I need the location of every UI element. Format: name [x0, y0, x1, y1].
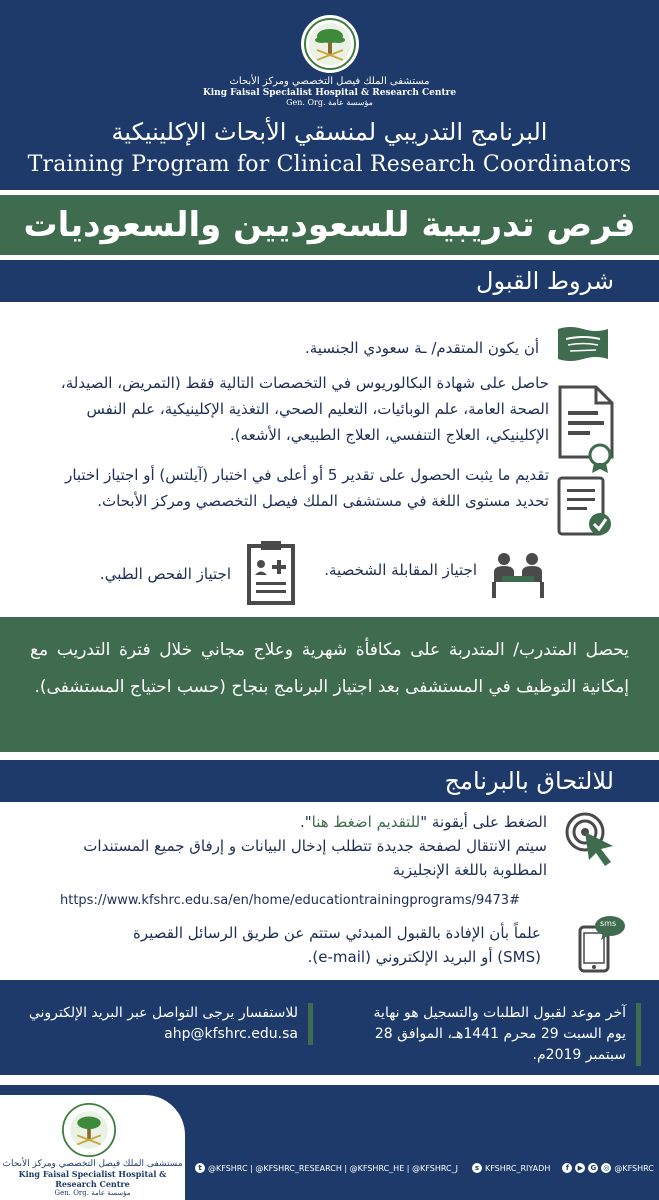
join-instructions: [47, 810, 547, 882]
footer-info: [0, 980, 659, 1075]
join-heading-bar: [0, 760, 659, 802]
deadline-text: آخر موعد لقبول الطلبات والتسجيل هو نهاية يوم السبت 29 محرم 1441هـ، الموافق 28 سبتمبر 2019م.: [373, 1005, 626, 1063]
bottom-org-type: Gen. Org. مؤسسة عامة: [54, 1189, 131, 1197]
click-suffix: ".: [299, 813, 312, 831]
bottom-org-name-arabic: مستشفى الملك فيصل التخصصي ومركز الأبحاث: [2, 1159, 183, 1169]
certificate-icon: [556, 385, 616, 479]
org-name-english: King Faisal Specialist Hospital & Research Centre: [202, 88, 457, 98]
snapchat-icon[interactable]: s: [472, 1163, 482, 1173]
click-cursor-icon: [565, 812, 623, 874]
condition-degree: حاصل على شهادة البكالوريوس في التخصصات التالية فقط (التمريض، الصيدلة، الصحة العامة، علم الوبائيات، التعليم الصحي، التغذية الإكلينيكية، علم النفس الإكلينيكي، العلاج التنفسي، العلاج الطبيعي، الأشعه).: [60, 374, 549, 444]
click-instruction: [47, 810, 547, 834]
opportunity-banner: [0, 195, 659, 255]
header: [0, 0, 659, 190]
sms-note: علماً بأن الإفادة بالقبول المبدئي ستتم عن طريق الرسائل القصيرة (SMS) أو البريد الإلكتروني (e-mail).: [133, 924, 541, 966]
interview-icon: [488, 550, 548, 604]
instagram-icon[interactable]: ◎: [603, 1164, 610, 1172]
contact-email[interactable]: ahp@kfshrc.edu.sa: [164, 1026, 298, 1042]
twitter-icon[interactable]: t: [195, 1163, 205, 1173]
condition-nationality: أن يكون المتقدم/ ـة سعودي الجنسية.: [304, 339, 539, 357]
hospital-logo-icon: [300, 14, 360, 74]
click-prefix: الضغط على أيقونة ": [420, 813, 547, 831]
checklist-icon: [556, 475, 616, 544]
join-heading: للالتحاق بالبرنامج: [444, 767, 614, 795]
org-type: Gen. Org. مؤسسة عامة: [286, 98, 373, 107]
condition-medical: اجتياز الفحص الطبي.: [99, 565, 231, 583]
bottom-org-name-english: King Faisal Specialist Hospital & Research Centre: [18, 1169, 167, 1189]
page-title-arabic: البرنامج التدريبي لمنسقي الأبحاث الإكلينيكية: [111, 118, 548, 146]
condition-english-test: تقديم ما يثبت الحصول على تقدير 5 أو أعلى في اختبار (آيلتس) أو اجتياز اختبار تحديد مستوى اللغة في مستشفى الملك فيصل التخصصي ومركز الأبحاث.: [65, 466, 549, 510]
sms-phone-icon: [577, 915, 627, 977]
contact-label: للاستفسار يرجى التواصل عبر البريد الإلكتروني: [28, 1005, 298, 1021]
sms-label: sms: [600, 919, 617, 928]
bottom-logo-panel: [0, 1095, 185, 1200]
page-title-english: Training Program for Clinical Research Coordinators: [27, 152, 632, 177]
conditions-heading-bar: [0, 260, 659, 302]
benefit-panel: [0, 617, 659, 752]
twitter-handles[interactable]: @KFSHRC | @KFSHRC_RESEARCH | @KFSHRC_HE | @KFSHRC_J: [208, 1163, 458, 1173]
google-plus-icon[interactable]: G: [588, 1163, 598, 1173]
facebook-icon[interactable]: f: [562, 1163, 572, 1173]
organization-name: [0, 76, 659, 107]
snapchat-handle[interactable]: KFSHRC_RIYADH: [484, 1163, 551, 1173]
bottom-organization-name: [0, 1159, 185, 1197]
youtube-icon[interactable]: ▶: [575, 1163, 585, 1173]
banner-text: فرص تدريبية للسعوديين والسعوديات: [23, 205, 636, 245]
contact-box: [23, 1003, 313, 1045]
medical-report-icon: [246, 540, 296, 610]
saudi-flag-icon: [556, 325, 610, 367]
apply-link[interactable]: للتقديم اضغط هنا: [311, 813, 421, 831]
conditions-heading: شروط القبول: [476, 267, 614, 295]
org-name-arabic: مستشفى الملك فيصل التخصصي ومركز الأبحاث: [229, 76, 430, 87]
application-url[interactable]: https://www.kfshrc.edu.sa/en/home/educationtrainingprograms/9473#: [60, 893, 520, 908]
benefit-text: يحصل المتدرب/ المتدربة على مكافأة شهرية وعلاج مجاني خلال فترة التدريب مع إمكانية التوظيف في المستشفى بعد اجتياز البرنامج بنجاح (حسب احتياج المستشفى).: [30, 640, 629, 697]
instagram-handle[interactable]: @KFSHRC: [614, 1163, 654, 1173]
upload-steps: سيتم الانتقال لصفحة جديدة تتطلب إدخال البيانات و إرفاق جميع المستندات المطلوبة باللغة الإنجليزية: [83, 837, 547, 879]
social-media-bar: [195, 1163, 655, 1173]
deadline-box: [351, 1003, 641, 1066]
condition-interview: اجتياز المقابلة الشخصية.: [324, 561, 477, 579]
hospital-logo-small-icon: [62, 1103, 116, 1157]
